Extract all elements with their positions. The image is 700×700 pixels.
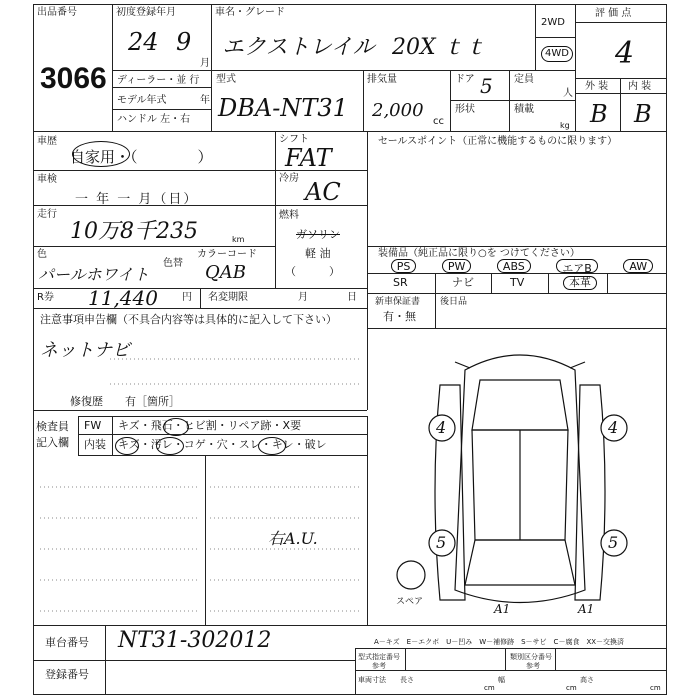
model-year-unit: 年 (200, 95, 210, 106)
history-label: 車歴 (37, 136, 57, 147)
category-label: 類別区分番号 (510, 653, 552, 661)
history-value: 自家用・（ ） (70, 148, 213, 166)
dealer-label: ディーラー・並 行 (117, 75, 200, 86)
lot-number: 3066 (40, 62, 107, 95)
chassis-label: 車台番号 (45, 636, 89, 649)
equipment-aw: AW (623, 259, 653, 273)
equipment-tv: TV (510, 276, 525, 289)
width-unit: cm (566, 684, 577, 692)
name-change-label: 名変期限 (208, 292, 248, 303)
score-label: 評 価 点 (595, 8, 632, 19)
mileage-value: 10万8千235 (70, 219, 198, 244)
color-code-value: QAB (205, 262, 246, 283)
type-designation-label: 型式指定番号 (358, 653, 400, 661)
displacement-value: 2,000 (372, 100, 424, 121)
mileage-label: 走行 (37, 209, 57, 220)
tire-left-front: 4 (436, 418, 447, 437)
damage-mark-a1-right: A1 (578, 602, 595, 616)
km-unit: km (232, 235, 245, 244)
fw-items: キズ・飛石・ヒビ割・リペア跡・X要 (118, 419, 302, 432)
damage-mark-a1: A1 (494, 602, 511, 616)
category-ref: 参考 (526, 662, 540, 670)
name-change-day: 日 (347, 292, 357, 303)
model-label: 型式 (216, 74, 236, 85)
interior-grade: B (634, 100, 652, 128)
color-value: パールホワイト (38, 265, 150, 284)
tire-right-front: 4 (608, 418, 619, 437)
lot-number-label: 出品番号 (37, 7, 77, 18)
equipment-airbag: エアB (556, 259, 598, 273)
equipment-pw: PW (442, 259, 472, 273)
height-label: 高さ (580, 676, 594, 684)
car-grade: 20X ｔｔ (392, 35, 487, 60)
drive-2wd: 2WD (541, 17, 565, 28)
inspector-label-1: 検査員 (36, 420, 69, 433)
length-label: 長さ (400, 676, 414, 684)
fuel-label: 燃料 (279, 210, 299, 221)
sales-point-title: セールスポイント（正常に機能するものに限ります） (378, 136, 618, 147)
cc-unit: cc (433, 116, 444, 127)
yen-unit: 円 (182, 292, 192, 303)
month-unit: 月 (200, 58, 210, 69)
registration-label: 登録番号 (45, 668, 89, 681)
doors-label: ドア (455, 74, 475, 85)
inspection-label: 車検 (37, 174, 57, 185)
capacity-label: 定員 (514, 74, 534, 85)
first-registration-year: 24 (128, 28, 159, 56)
type-designation-ref: 参考 (372, 662, 386, 670)
equipment-navi: ナビ (452, 276, 474, 289)
car-name: エクストレイル (222, 35, 375, 60)
shape-label: 形状 (455, 104, 475, 115)
car-name-label: 車名・グレード (215, 7, 285, 18)
height-unit: cm (650, 684, 661, 692)
vehicle-size-label: 車両寸法 (358, 676, 386, 684)
doors-value: 5 (480, 74, 493, 98)
chassis-number: NT31-302012 (118, 628, 272, 653)
load-label: 積載 (514, 104, 534, 115)
interior-check-items: キズ・汚レ・コゲ・穴・スレ・キレ・破レ (118, 438, 327, 451)
capacity-unit: 人 (563, 88, 573, 99)
equipment-sr: SR (393, 276, 408, 289)
shift-value: FAT (285, 144, 332, 172)
fuel-other: （ ） (285, 265, 340, 278)
notes-value: ネットナビ (40, 340, 130, 361)
equipment-ps: PS (391, 259, 417, 273)
score-value: 4 (615, 36, 635, 71)
color-change-label: 色替 (163, 258, 183, 269)
tire-left-rear: 5 (436, 533, 447, 552)
name-change-month: 月 (298, 292, 308, 303)
repair-history-label: 修復歴 有［箇所］ (70, 395, 180, 408)
fuel-diesel: 軽 油 (305, 247, 331, 260)
recycle-label: R券 (37, 292, 54, 303)
first-registration-month: 9 (176, 28, 192, 56)
handle-label: ハンドル 左・右 (117, 114, 191, 125)
warranty-label: 新車保証書 (375, 297, 421, 307)
width-label: 幅 (498, 676, 505, 684)
interior-check-label: 内装 (84, 438, 106, 451)
interior-label: 内 装 (628, 81, 652, 92)
equipment-leather: 本革 (563, 276, 597, 290)
color-label: 色 (37, 249, 47, 260)
first-registration-label: 初度登録年月 (116, 7, 176, 18)
recycle-value: 11,440 (88, 286, 158, 310)
after-items-label: 後日品 (440, 297, 468, 307)
shift-label: シフト (279, 134, 309, 145)
color-code-label: カラーコード (197, 249, 257, 260)
damage-legend: A－キズ E－エクボ U－凹み W－補修跡 S－サビ C－腐食 XX－交換済 (374, 638, 625, 646)
exterior-label: 外 装 (585, 81, 609, 92)
length-unit: cm (484, 684, 495, 692)
exterior-grade: B (590, 100, 608, 128)
fw-label: FW (84, 419, 102, 432)
model-year-label: モデル年式 (117, 95, 167, 106)
displacement-label: 排気量 (367, 74, 397, 85)
inspection-value: 一 年 一 月（日） (75, 192, 199, 207)
inspector-label-2: 記入欄 (36, 436, 69, 449)
inspector-note: 右A.U. (268, 529, 318, 548)
ac-label: 冷房 (279, 173, 299, 184)
tire-right-rear: 5 (608, 533, 619, 552)
spare-label: スペア (396, 597, 424, 607)
model-code: DBA-NT31 (218, 94, 348, 122)
notes-title: 注意事項申告欄（不具合内容等は具体的に記入して下さい） (40, 313, 337, 326)
drive-4wd-circled: 4WD (541, 46, 573, 62)
equipment-abs: ABS (497, 259, 531, 273)
kg-unit: kg (560, 121, 570, 130)
equipment-title: 装備品（純正品に限り○を つけてください） (378, 248, 580, 259)
ac-value: AC (305, 178, 341, 206)
warranty-value: 有・無 (383, 310, 416, 323)
fuel-gasoline: ガソリン (296, 228, 340, 241)
